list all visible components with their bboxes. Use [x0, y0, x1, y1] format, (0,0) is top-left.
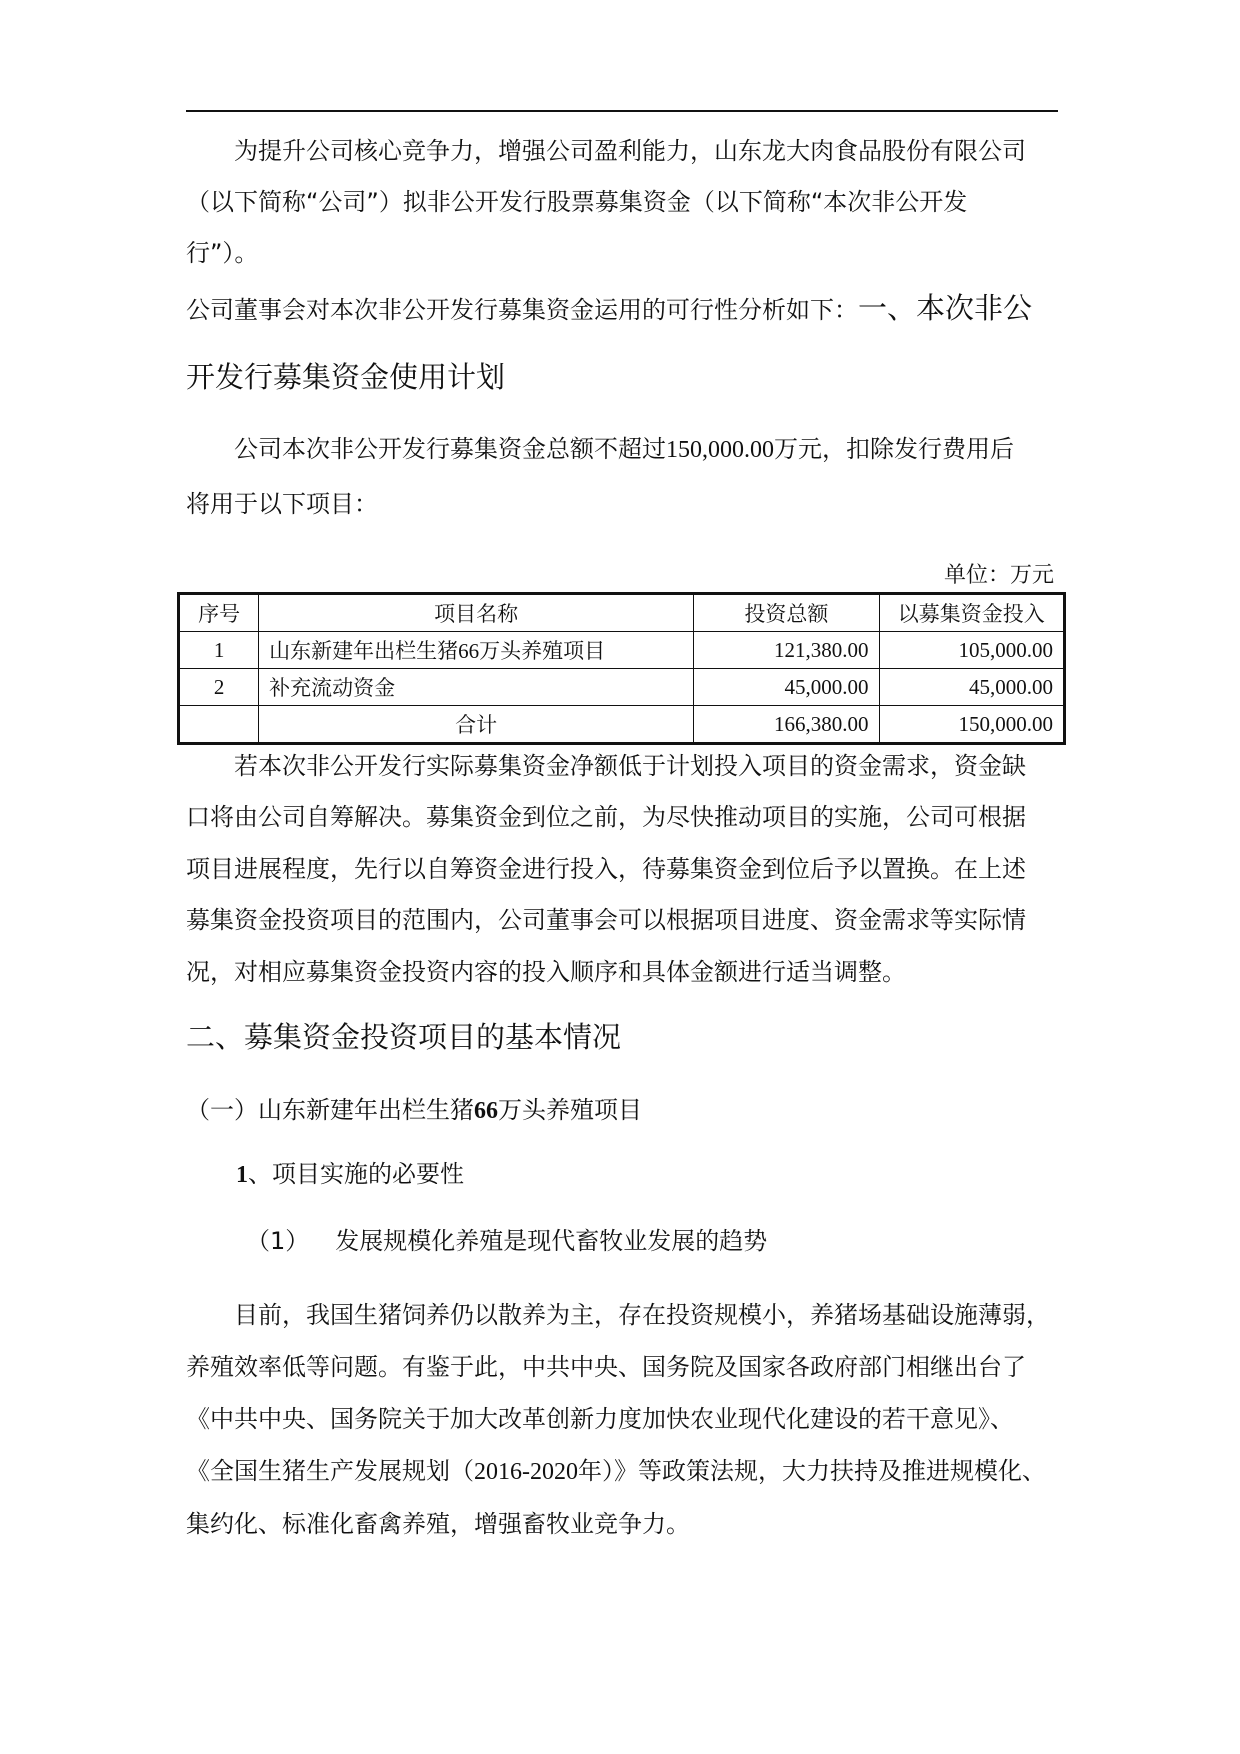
subheading-number: 66: [474, 1098, 498, 1124]
intro-line-2: （以下简称“公司”）拟非公开发行股票募集资金（以下简称“本次非公开发: [186, 188, 968, 216]
header-raised-funds: 以募集资金投入: [879, 594, 1064, 632]
header-index: 序号: [179, 594, 259, 632]
intro-line-3: 行”）。: [186, 239, 259, 267]
sum-raised: 150,000.00: [879, 706, 1064, 744]
sum-total: 166,380.00: [694, 706, 879, 744]
investment-table: [177, 592, 1066, 745]
plan-text-a: 公司本次非公开发行募集资金总额不超过: [234, 435, 666, 463]
header-project-name: 项目名称: [259, 594, 694, 632]
body-text-a: 《全国生猪生产发展规划（: [186, 1457, 474, 1485]
table-header-row: [179, 594, 1065, 632]
row-index: 1: [179, 632, 259, 669]
table-row: [179, 669, 1065, 706]
row-name-part: 山东新建年出栏生猪: [269, 639, 459, 663]
subheading-1: [186, 1091, 642, 1130]
body-line-1: 目前，我国生猪饲养仍以散养为主，存在投资规模小，养猪场基础设施薄弱，: [234, 1301, 1050, 1329]
body-line-2: 养殖效率低等问题。有鉴于此，中共中央、国务院及国家各政府部门相继出台了: [186, 1353, 1026, 1381]
header-total-investment: 投资总额: [694, 594, 879, 632]
item-1: [236, 1155, 464, 1194]
plan-amount: 150,000.00: [666, 437, 774, 463]
body-year-range: 2016-2020: [474, 1459, 578, 1485]
intro-line-1: 为提升公司核心竞争力，增强公司盈利能力，山东龙大肉食品股份有限公司: [234, 137, 1026, 165]
subheading-text-a: （一）山东新建年出栏生猪: [186, 1096, 474, 1124]
after-line-5: 况，对相应募集资金投资内容的投入顺序和具体金额进行适当调整。: [186, 958, 906, 986]
row-name-part: 万头养殖项目: [479, 639, 606, 663]
row-project-name: [259, 632, 694, 669]
after-line-2: 口将由公司自筹解决。募集资金到位之前，为尽快推动项目的实施，公司可根据: [186, 803, 1026, 831]
row-project-name: 补充流动资金: [259, 669, 694, 706]
point-number: （1）: [246, 1227, 310, 1255]
sum-empty-cell: [179, 706, 259, 744]
intro-line-4: [186, 289, 1032, 329]
body-line-4: [186, 1452, 1046, 1491]
table-sum-row: [179, 706, 1065, 744]
item-text: 、项目实施的必要性: [248, 1160, 464, 1188]
body-text-b: 年）》等政策法规，大力扶持及推进规模化、: [578, 1457, 1046, 1485]
item-number: 1: [236, 1162, 248, 1188]
body-line-3: 《中共中央、国务院关于加大改革创新力度加快农业现代化建设的若干意见》、: [186, 1405, 1014, 1433]
heading-1-part-b: 开发行募集资金使用计划: [186, 360, 506, 394]
subheading-text-b: 万头养殖项目: [498, 1096, 642, 1124]
intro-text: 公司董事会对本次非公开发行募集资金运用的可行性分析如下：: [186, 296, 858, 324]
plan-line-2: 将用于以下项目：: [186, 490, 378, 518]
body-line-5: 集约化、标准化畜禽养殖，增强畜牧业竞争力。: [186, 1510, 690, 1538]
heading-2: 二、募集资金投资项目的基本情况: [186, 1020, 622, 1054]
point-1: [246, 1222, 767, 1260]
heading-1-part-a: 一、本次非公: [858, 291, 1033, 325]
plan-text-b: 万元，扣除发行费用后: [774, 435, 1014, 463]
plan-line-1: [186, 430, 1014, 469]
row-total: 45,000.00: [694, 669, 879, 706]
sum-label: 合计: [259, 706, 694, 744]
row-raised: 45,000.00: [879, 669, 1064, 706]
table-unit: 单位：万元: [943, 563, 1054, 588]
point-text: 发展规模化养殖是现代畜牧业发展的趋势: [335, 1227, 768, 1255]
after-line-1: 若本次非公开发行实际募集资金净额低于计划投入项目的资金需求，资金缺: [234, 752, 1026, 780]
row-raised: 105,000.00: [879, 632, 1064, 669]
row-name-number: 66: [458, 639, 480, 663]
row-index: 2: [179, 669, 259, 706]
header-rule: [186, 110, 1058, 112]
after-line-4: 募集资金投资项目的范围内，公司董事会可以根据项目进度、资金需求等实际情: [186, 906, 1026, 934]
row-total: 121,380.00: [694, 632, 879, 669]
after-line-3: 项目进展程度，先行以自筹资金进行投入，待募集资金到位后予以置换。在上述: [186, 855, 1026, 883]
table-row: [179, 632, 1065, 669]
